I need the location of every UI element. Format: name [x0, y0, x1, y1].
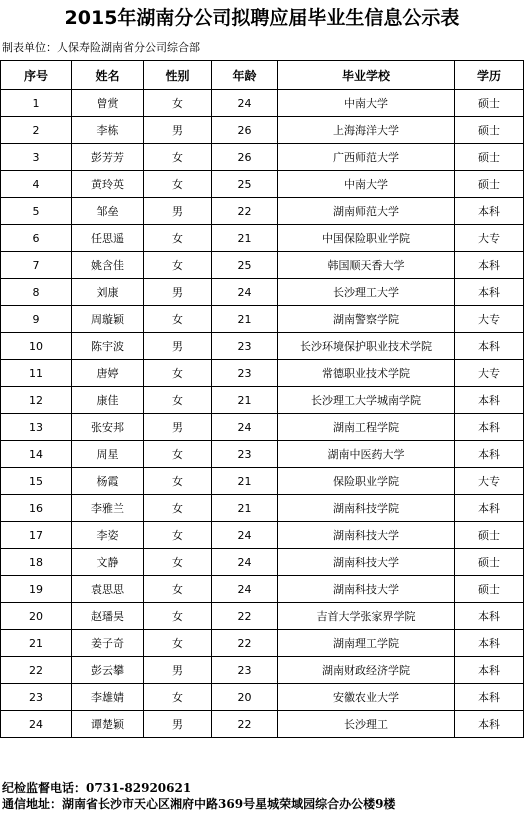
- cell-age: 20: [212, 684, 278, 711]
- cell-index: 23: [1, 684, 72, 711]
- cell-index: 5: [1, 198, 72, 225]
- cell-name: 陈宇波: [72, 333, 144, 360]
- cell-school: 吉首大学张家界学院: [278, 603, 455, 630]
- table-row: [1, 198, 524, 225]
- table-header-row: [1, 61, 524, 90]
- cell-school: 长沙理工: [278, 711, 455, 738]
- header-age: 年龄: [212, 61, 278, 90]
- cell-index: 3: [1, 144, 72, 171]
- cell-name: 杨霞: [72, 468, 144, 495]
- cell-name: 张安邦: [72, 414, 144, 441]
- cell-index: 2: [1, 117, 72, 144]
- cell-index: 7: [1, 252, 72, 279]
- cell-gender: 女: [144, 576, 212, 603]
- cell-age: 26: [212, 144, 278, 171]
- table-row: [1, 360, 524, 387]
- cell-gender: 男: [144, 198, 212, 225]
- cell-gender: 女: [144, 90, 212, 117]
- cell-degree: 硕士: [455, 144, 524, 171]
- table-row: [1, 657, 524, 684]
- cell-index: 17: [1, 522, 72, 549]
- cell-age: 23: [212, 657, 278, 684]
- cell-degree: 本科: [455, 414, 524, 441]
- cell-index: 14: [1, 441, 72, 468]
- cell-age: 24: [212, 90, 278, 117]
- cell-gender: 女: [144, 495, 212, 522]
- cell-gender: 男: [144, 117, 212, 144]
- cell-age: 23: [212, 333, 278, 360]
- cell-name: 李雄婧: [72, 684, 144, 711]
- cell-index: 16: [1, 495, 72, 522]
- cell-school: 湖南中医药大学: [278, 441, 455, 468]
- cell-index: 10: [1, 333, 72, 360]
- cell-school: 中南大学: [278, 90, 455, 117]
- cell-school: 湖南财政经济学院: [278, 657, 455, 684]
- cell-name: 周星: [72, 441, 144, 468]
- table-row: [1, 333, 524, 360]
- cell-gender: 女: [144, 441, 212, 468]
- cell-degree: 硕士: [455, 171, 524, 198]
- cell-age: 21: [212, 225, 278, 252]
- cell-degree: 硕士: [455, 117, 524, 144]
- cell-name: 彭芳芳: [72, 144, 144, 171]
- cell-age: 22: [212, 630, 278, 657]
- table-row: [1, 279, 524, 306]
- cell-age: 21: [212, 468, 278, 495]
- cell-name: 李栋: [72, 117, 144, 144]
- table-row: [1, 522, 524, 549]
- cell-degree: 本科: [455, 198, 524, 225]
- cell-degree: 本科: [455, 495, 524, 522]
- cell-index: 6: [1, 225, 72, 252]
- table-row: [1, 306, 524, 333]
- cell-age: 21: [212, 306, 278, 333]
- cell-degree: 本科: [455, 711, 524, 738]
- cell-degree: 大专: [455, 360, 524, 387]
- cell-degree: 硕士: [455, 90, 524, 117]
- table-row: [1, 171, 524, 198]
- cell-school: 上海海洋大学: [278, 117, 455, 144]
- cell-school: 湖南工程学院: [278, 414, 455, 441]
- cell-index: 24: [1, 711, 72, 738]
- cell-gender: 女: [144, 225, 212, 252]
- table-row: [1, 684, 524, 711]
- cell-age: 25: [212, 252, 278, 279]
- cell-degree: 硕士: [455, 549, 524, 576]
- mailing-address: [2, 794, 395, 814]
- cell-age: 24: [212, 522, 278, 549]
- cell-gender: 女: [144, 630, 212, 657]
- cell-school: 长沙环境保护职业技术学院: [278, 333, 455, 360]
- table-row: [1, 630, 524, 657]
- cell-degree: 本科: [455, 441, 524, 468]
- cell-gender: 女: [144, 603, 212, 630]
- cell-school: 广西师范大学: [278, 144, 455, 171]
- cell-age: 24: [212, 414, 278, 441]
- cell-age: 22: [212, 603, 278, 630]
- cell-gender: 女: [144, 144, 212, 171]
- cell-age: 22: [212, 198, 278, 225]
- table-row: [1, 252, 524, 279]
- table-row: [1, 468, 524, 495]
- cell-school: 湖南科技大学: [278, 549, 455, 576]
- table-row: [1, 90, 524, 117]
- cell-age: 23: [212, 441, 278, 468]
- header-school: 毕业学校: [278, 61, 455, 90]
- cell-degree: 本科: [455, 603, 524, 630]
- cell-gender: 女: [144, 171, 212, 198]
- table-row: [1, 495, 524, 522]
- cell-school: 湖南科技大学: [278, 576, 455, 603]
- cell-gender: 女: [144, 684, 212, 711]
- cell-school: 保险职业学院: [278, 468, 455, 495]
- cell-gender: 男: [144, 279, 212, 306]
- cell-school: 安徽农业大学: [278, 684, 455, 711]
- table-row: [1, 225, 524, 252]
- cell-gender: 男: [144, 711, 212, 738]
- table-row: [1, 549, 524, 576]
- cell-name: 李姿: [72, 522, 144, 549]
- cell-school: 长沙理工大学: [278, 279, 455, 306]
- cell-age: 23: [212, 360, 278, 387]
- graduate-table: [0, 60, 524, 738]
- cell-age: 22: [212, 711, 278, 738]
- cell-index: 8: [1, 279, 72, 306]
- cell-age: 25: [212, 171, 278, 198]
- cell-name: 姜子奇: [72, 630, 144, 657]
- table-body: [1, 90, 524, 738]
- cell-degree: 本科: [455, 279, 524, 306]
- cell-gender: 男: [144, 333, 212, 360]
- cell-school: 韩国顺天香大学: [278, 252, 455, 279]
- address-label: 通信地址：: [2, 797, 63, 811]
- cell-name: 刘康: [72, 279, 144, 306]
- table-row: [1, 576, 524, 603]
- cell-school: 湖南科技学院: [278, 495, 455, 522]
- cell-index: 18: [1, 549, 72, 576]
- header-degree: 学历: [455, 61, 524, 90]
- cell-gender: 女: [144, 522, 212, 549]
- cell-degree: 本科: [455, 333, 524, 360]
- page-title: 2015年湖南分公司拟聘应届毕业生信息公示表: [64, 7, 460, 29]
- cell-gender: 女: [144, 360, 212, 387]
- cell-gender: 男: [144, 414, 212, 441]
- cell-index: 13: [1, 414, 72, 441]
- cell-age: 21: [212, 495, 278, 522]
- cell-school: 中南大学: [278, 171, 455, 198]
- cell-gender: 女: [144, 549, 212, 576]
- cell-degree: 本科: [455, 630, 524, 657]
- phone-value: 0731-82920621: [86, 781, 192, 795]
- cell-index: 12: [1, 387, 72, 414]
- table-row: [1, 144, 524, 171]
- header-gender: 性别: [144, 61, 212, 90]
- cell-index: 1: [1, 90, 72, 117]
- cell-index: 15: [1, 468, 72, 495]
- cell-degree: 本科: [455, 684, 524, 711]
- cell-school: 湖南师范大学: [278, 198, 455, 225]
- cell-gender: 女: [144, 387, 212, 414]
- cell-name: 谭楚颖: [72, 711, 144, 738]
- cell-school: 湖南科技大学: [278, 522, 455, 549]
- cell-index: 21: [1, 630, 72, 657]
- cell-name: 赵璠昊: [72, 603, 144, 630]
- cell-age: 24: [212, 549, 278, 576]
- cell-name: 彭云攀: [72, 657, 144, 684]
- cell-name: 周璇颖: [72, 306, 144, 333]
- cell-degree: 本科: [455, 657, 524, 684]
- cell-degree: 大专: [455, 306, 524, 333]
- cell-name: 姚含佳: [72, 252, 144, 279]
- cell-gender: 女: [144, 306, 212, 333]
- cell-degree: 硕士: [455, 576, 524, 603]
- cell-degree: 大专: [455, 225, 524, 252]
- cell-name: 黄玲英: [72, 171, 144, 198]
- table-row: [1, 117, 524, 144]
- cell-degree: 大专: [455, 468, 524, 495]
- table-row: [1, 603, 524, 630]
- header-index: 序号: [1, 61, 72, 90]
- cell-name: 唐婷: [72, 360, 144, 387]
- address-value: 湖南省长沙市天心区湘府中路369号星城荣域园综合办公楼9楼: [62, 797, 396, 811]
- cell-name: 任思遥: [72, 225, 144, 252]
- table-row: [1, 711, 524, 738]
- cell-degree: 本科: [455, 387, 524, 414]
- cell-index: 11: [1, 360, 72, 387]
- cell-name: 康佳: [72, 387, 144, 414]
- cell-name: 文静: [72, 549, 144, 576]
- cell-school: 中国保险职业学院: [278, 225, 455, 252]
- cell-degree: 本科: [455, 252, 524, 279]
- cell-name: 邹垒: [72, 198, 144, 225]
- cell-index: 19: [1, 576, 72, 603]
- cell-degree: 硕士: [455, 522, 524, 549]
- table-row: [1, 441, 524, 468]
- compiling-unit: 制表单位：人保寿险湖南省分公司综合部: [2, 41, 200, 54]
- table-row: [1, 387, 524, 414]
- phone-label: 纪检监督电话：: [2, 781, 87, 795]
- cell-age: 24: [212, 576, 278, 603]
- cell-age: 24: [212, 279, 278, 306]
- cell-school: 湖南理工学院: [278, 630, 455, 657]
- cell-name: 李雅兰: [72, 495, 144, 522]
- cell-name: 曾赏: [72, 90, 144, 117]
- cell-index: 9: [1, 306, 72, 333]
- cell-age: 26: [212, 117, 278, 144]
- cell-index: 4: [1, 171, 72, 198]
- cell-age: 21: [212, 387, 278, 414]
- cell-gender: 男: [144, 657, 212, 684]
- cell-index: 22: [1, 657, 72, 684]
- cell-index: 20: [1, 603, 72, 630]
- cell-name: 袁思思: [72, 576, 144, 603]
- cell-school: 湖南警察学院: [278, 306, 455, 333]
- header-name: 姓名: [72, 61, 144, 90]
- cell-gender: 女: [144, 468, 212, 495]
- cell-school: 长沙理工大学城南学院: [278, 387, 455, 414]
- table-row: [1, 414, 524, 441]
- cell-gender: 女: [144, 252, 212, 279]
- cell-school: 常德职业技术学院: [278, 360, 455, 387]
